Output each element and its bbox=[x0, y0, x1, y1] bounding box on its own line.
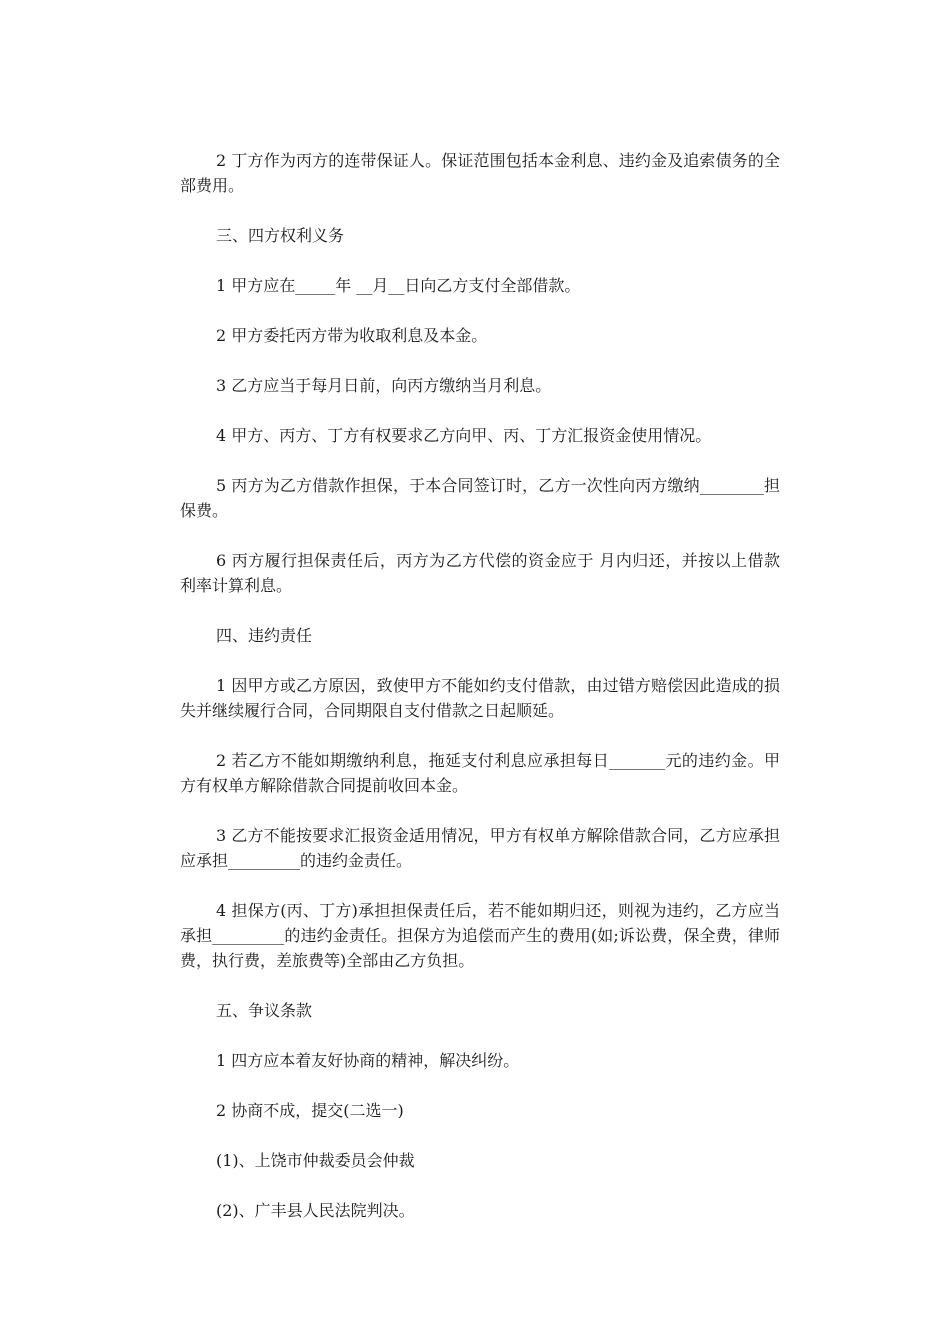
breach-clause-3: 3 乙方不能按要求汇报资金适用情况，甲方有权单方解除借款合同，乙方应承担应承担_________的违约金责任。 bbox=[180, 826, 780, 870]
rights-clause-5: 5 丙方为乙方借款作担保，于本合同签订时，乙方一次性向丙方缴纳________担保费。 bbox=[180, 476, 780, 520]
rights-clause-3: 3 乙方应当于每月日前，向丙方缴纳当月利息。 bbox=[216, 376, 552, 395]
rights-clause-4: 4 甲方、丙方、丁方有权要求乙方向甲、丙、丁方汇报资金使用情况。 bbox=[216, 426, 712, 445]
document-page bbox=[180, 148, 780, 1248]
rights-clause-2: 2 甲方委托丙方带为收取利息及本金。 bbox=[216, 326, 488, 345]
breach-clause-4: 4 担保方(丙、丁方)承担担保责任后，若不能如期归还，则视为违约，乙方应当承担_________的违约金责任。担保方为追偿而产生的费用(如;诉讼费，保全费，律师费，执行费，差旅费等)全部由乙方负担。 bbox=[180, 901, 780, 970]
breach-clause-2: 2 若乙方不能如期缴纳利息，拖延支付利息应承担每日_______元的违约金。甲方有权单方解除借款合同提前收回本金。 bbox=[180, 751, 780, 795]
rights-clause-1: 1 甲方应在_____年 __月__日向乙方支付全部借款。 bbox=[216, 276, 581, 295]
dispute-option-1: (1)、上饶市仲裁委员会仲裁 bbox=[216, 1151, 415, 1170]
section-heading-breach-liability: 四、违约责任 bbox=[216, 626, 313, 645]
dispute-clause-1: 1 四方应本着友好协商的精神，解决纠纷。 bbox=[216, 1051, 520, 1070]
breach-clause-1: 1 因甲方或乙方原因，致使甲方不能如约支付借款，由过错方赔偿因此造成的损失并继续履行合同，合同期限自支付借款之日起顺延。 bbox=[180, 676, 780, 720]
section-heading-rights-obligations: 三、四方权利义务 bbox=[216, 226, 345, 245]
dispute-option-2: (2)、广丰县人民法院判决。 bbox=[216, 1201, 415, 1220]
guarantee-clause-2: 2 丁方作为丙方的连带保证人。保证范围包括本金利息、违约金及追索债务的全部费用。 bbox=[180, 151, 780, 195]
rights-clause-6: 6 丙方履行担保责任后，丙方为乙方代偿的资金应于 月内归还，并按以上借款利率计算利息。 bbox=[180, 551, 780, 595]
section-heading-dispute: 五、争议条款 bbox=[216, 1001, 313, 1020]
dispute-clause-2: 2 协商不成，提交(二选一) bbox=[216, 1101, 404, 1120]
